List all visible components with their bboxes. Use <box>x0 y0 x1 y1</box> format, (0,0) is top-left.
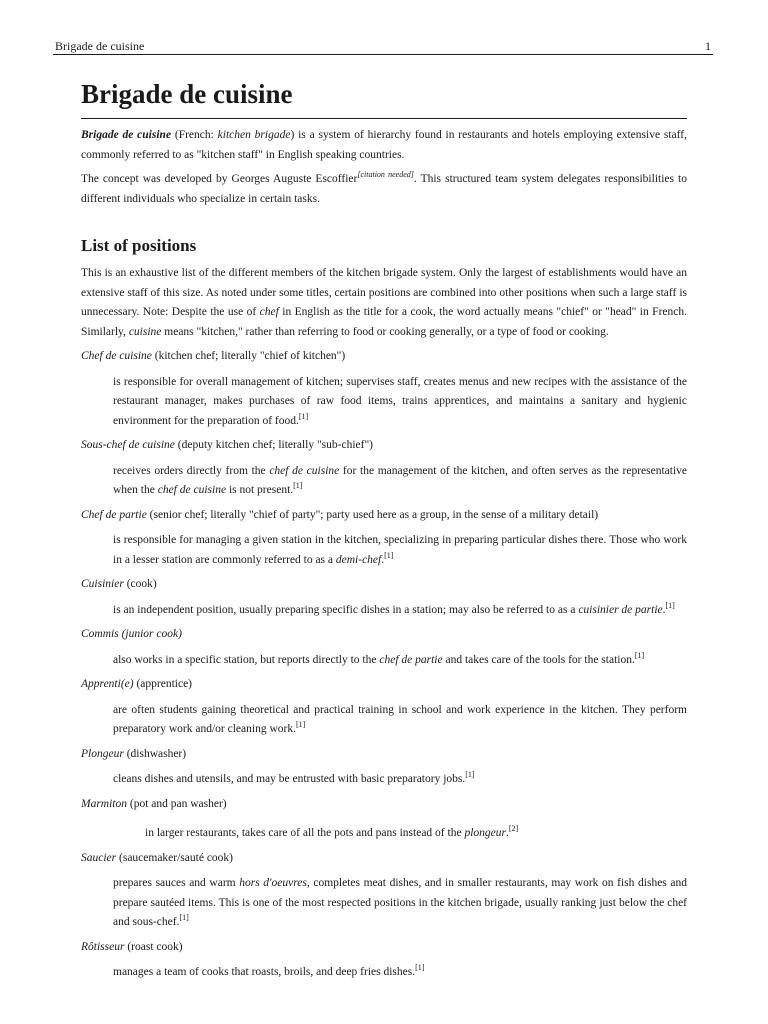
position-def-chef-de-cuisine: is responsible for overall management of kitchen; supervises staff, creates menus and new recipes with the assistance of the restaurant manager, makes purchases of raw food items, trains apprentices, and maintains a sanitary and hygienic environment for the preparation of food.[1] <box>113 375 687 427</box>
position-term-commis: Commis (junior cook) <box>81 628 182 640</box>
reference-link[interactable]: [1] <box>293 481 303 490</box>
position-def-plongeur: cleans dishes and utensils, and may be entrusted with basic preparatory jobs.[1] <box>113 770 475 785</box>
section-heading: List of positions <box>81 236 197 255</box>
position-term-sous-chef: Sous-chef de cuisine (deputy kitchen chef; literally "sub-chief") <box>81 439 373 451</box>
position-def-cuisinier: is an independent position, usually preparing specific dishes in a station; may also be referred to as a cuisinier de partie.[1] <box>113 600 675 616</box>
position-def-rotisseur: manages a team of cooks that roasts, broils, and deep fries dishes.[1] <box>113 963 425 978</box>
concept-paragraph: The concept was developed by Georges Auguste Escoffier[citation needed]. This structured team system delegates responsibilities to different individuals who specialize in certain tasks. <box>81 170 687 205</box>
reference-link[interactable]: [1] <box>415 963 425 972</box>
position-term-chef-de-partie: Chef de partie (senior chef; literally "chief of party"; party used here as a group, in the sense of a military detail) <box>81 508 599 521</box>
position-term-apprenti: Apprenti(e) (apprentice) <box>81 678 193 690</box>
position-def-apprenti: are often students gaining theoretical and practical training in school and work experience in the kitchen. They perform preparatory work and/or cleaning work.[1] <box>113 703 687 735</box>
position-def-marmiton: in larger restaurants, takes care of all the pots and pans instead of the plongeur.[2] <box>145 824 519 839</box>
article-body <box>81 76 687 983</box>
intro-term: Brigade de cuisine <box>81 129 172 141</box>
position-def-sous-chef: receives orders directly from the chef de cuisine for the management of the kitchen, and often serves as the representative when the chef de cuisine is not present.[1] <box>113 464 687 496</box>
reference-link[interactable]: [1] <box>179 913 189 922</box>
section-paragraph: This is an exhaustive list of the different members of the kitchen brigade system. Only the largest of establishments would have an extensive staff of this size. As noted under some titles, certain positions are combined into other positions when such a large staff is unnecessary. Note: Despite the use of chef in English as the title for a cook, the word actually means "chief" or "head" in French. Similarly, cuisine means "kitchen," rather than referring to food or cooking generally, or a type of food or cooking. <box>81 267 687 338</box>
position-def-chef-de-partie: is responsible for managing a given station in the kitchen, specializing in preparing particular dishes there. Those who work in a lesser station are commonly referred to as a demi-chef.[1] <box>113 534 687 566</box>
intro-translation: kitchen brigade <box>217 129 291 141</box>
page-title: Brigade de cuisine <box>81 76 687 119</box>
reference-link[interactable]: [1] <box>634 650 645 660</box>
reference-link[interactable]: [2] <box>508 824 519 833</box>
reference-link[interactable]: [1] <box>295 720 306 729</box>
position-term-rotisseur: Rôtisseur (roast cook) <box>81 940 183 953</box>
reference-link[interactable]: [1] <box>465 770 475 779</box>
reference-link[interactable]: [1] <box>384 550 394 560</box>
position-term-cuisinier: Cuisinier (cook) <box>81 578 157 590</box>
running-header <box>53 38 713 55</box>
position-def-saucier: prepares sauces and warm hors d'oeuvres, completes meat dishes, and in smaller restaurants, may work on fish dishes and prepare sautéed items. This is one of the most respected positions in the kitchen brigade, usually ranking just below the chef and sous-chef.[1] <box>113 877 688 928</box>
citation-needed-link[interactable]: [citation needed] <box>357 170 414 179</box>
running-title: Brigade de cuisine <box>55 39 145 53</box>
position-term-marmiton: Marmiton (pot and pan washer) <box>81 797 227 810</box>
position-term-plongeur: Plongeur (dishwasher) <box>81 747 187 760</box>
reference-link[interactable]: [1] <box>298 411 309 421</box>
position-term-saucier: Saucier (saucemaker/sauté cook) <box>81 851 233 864</box>
page-number: 1 <box>705 39 711 53</box>
reference-link[interactable]: [1] <box>665 600 675 610</box>
intro-paragraph: Brigade de cuisine (French: kitchen brigade) is a system of hierarchy found in restaurants and hotels employing extensive staff, commonly referred to as "kitchen staff" in English speaking countries. <box>81 129 687 161</box>
position-term-chef-de-cuisine: Chef de cuisine (kitchen chef; literally "chief of kitchen") <box>81 350 346 362</box>
position-def-commis: also works in a specific station, but reports directly to the chef de partie and takes care of the tools for the station.[1] <box>113 650 645 666</box>
